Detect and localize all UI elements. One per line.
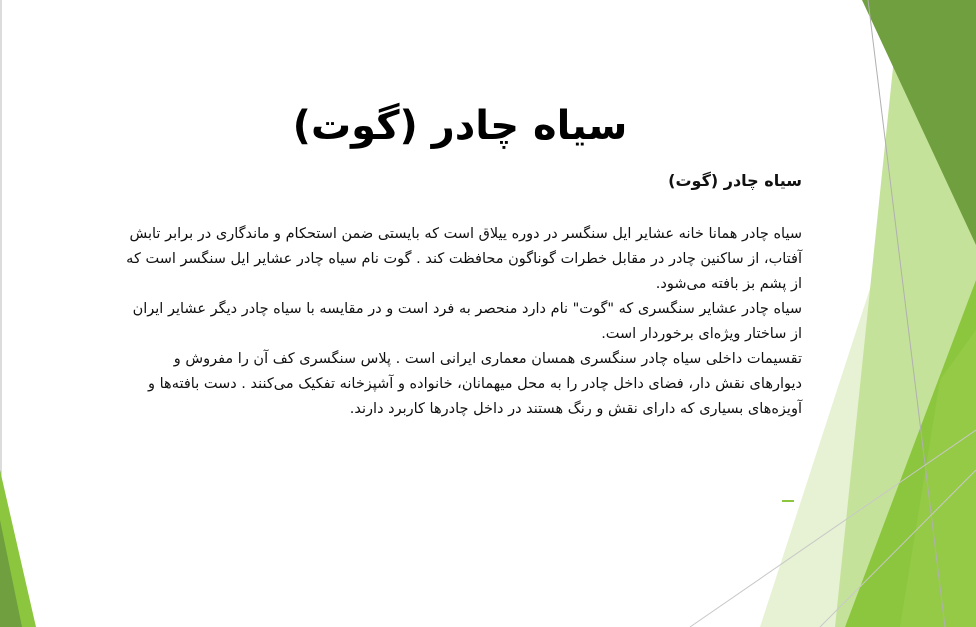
paragraph-2: سیاه چادر عشایر سنگسری که "گوت" نام دارد منحصر به فرد است و در مقایسه با سیاه چادر دیگر عشایر ایران از ساختار ویژه‌ای برخوردار است. — [132, 301, 802, 342]
paragraph-1: سیاه چادر همانا خانه عشایر ایل سنگسر در دوره ییلاق است که بایستی ضمن استحکام و ماندگاری در برابر تابش آفتاب، از ساکنین چادر در مقابل خطرات گوناگون محافظت کند . گوت نام سیاه چادر عشایر ایل سنگسر است که از پشم بز بافته می‌شود. — [126, 226, 802, 292]
subheading: سیاه چادر (گوت) — [668, 171, 802, 190]
paragraph-3: تقسیمات داخلی سیاه چادر سنگسری همسان معماری ایرانی است . پلاس سنگسری کف آن را مفروش و دیوارهای نقش دار، فضای داخل چادر را به محل میهمانان، خانواده و آشپزخانه تفکیک می‌کنند . دست بافته‌ها و آویزه‌های بسیاری که دارای نقش و رنگ هستند در داخل چادرها کاربرد دارند. — [148, 351, 802, 417]
accent-dash — [782, 500, 794, 502]
slide-title: سیاه چادر (گوت) — [292, 103, 628, 149]
slide-content — [120, 168, 802, 422]
